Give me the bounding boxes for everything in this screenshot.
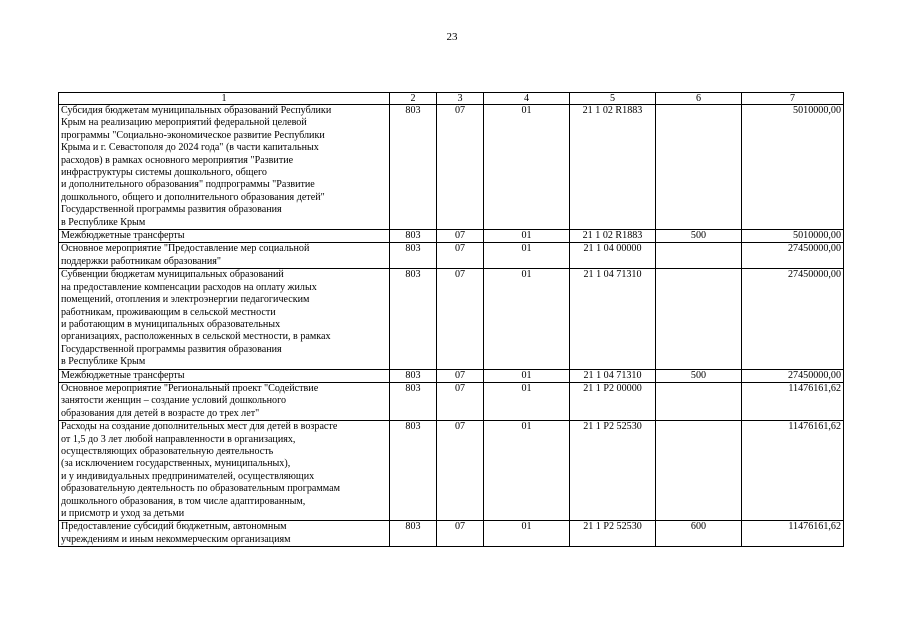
table-row [59, 382, 844, 420]
ministry-code: 803 [390, 230, 437, 243]
section-code: 07 [437, 382, 484, 420]
section-code: 07 [437, 105, 484, 230]
amount: 5010000,00 [742, 105, 844, 230]
column-header: 4 [484, 93, 570, 105]
target-article-code: 21 1 02 R1883 [570, 105, 656, 230]
amount: 11476161,62 [742, 421, 844, 521]
section-code: 07 [437, 369, 484, 382]
amount: 27450000,00 [742, 269, 844, 369]
subsection-code: 01 [484, 105, 570, 230]
target-article-code: 21 1 04 71310 [570, 269, 656, 369]
subsection-code: 01 [484, 369, 570, 382]
amount: 27450000,00 [742, 243, 844, 269]
subsection-code: 01 [484, 382, 570, 420]
expense-type-code: 500 [656, 369, 742, 382]
table-row [59, 521, 844, 547]
amount: 27450000,00 [742, 369, 844, 382]
column-header: 6 [656, 93, 742, 105]
subsection-code: 01 [484, 521, 570, 547]
row-description: Субвенции бюджетам муниципальных образований на предоставление компенсации расходов на оплату жилых помещений, отопления и электроэнергии педагогическим работникам, проживающим в сельской местности и работающим в муниципальных образовательных организациях, расположенных в сельской местности, в рамках Государственной программы развития образования в Республике Крым [59, 269, 390, 369]
table-row [59, 230, 844, 243]
ministry-code: 803 [390, 369, 437, 382]
expense-type-code [656, 105, 742, 230]
ministry-code: 803 [390, 521, 437, 547]
ministry-code: 803 [390, 243, 437, 269]
section-code: 07 [437, 521, 484, 547]
column-header: 1 [59, 93, 390, 105]
column-header: 7 [742, 93, 844, 105]
amount: 11476161,62 [742, 382, 844, 420]
ministry-code: 803 [390, 105, 437, 230]
amount: 11476161,62 [742, 521, 844, 547]
row-description: Основное мероприятие "Региональный проект "Содействие занятости женщин – создание условий дошкольного образования для детей в возрасте до трех лет" [59, 382, 390, 420]
column-number-row [59, 93, 844, 105]
table-row [59, 243, 844, 269]
page-number: 23 [446, 31, 458, 43]
budget-table [58, 92, 844, 547]
subsection-code: 01 [484, 230, 570, 243]
row-description: Расходы на создание дополнительных мест для детей в возрасте от 1,5 до 3 лет любой направленности в организациях, осуществляющих образовательную деятельность (за исключением государственных, муниципальных), и у индивидуальных предпринимателей, осуществляющих образовательную деятельность по образовательным программам дошкольного образования, в том числе адаптированным, и присмотр и уход за детьми [59, 421, 390, 521]
subsection-code: 01 [484, 421, 570, 521]
section-code: 07 [437, 230, 484, 243]
row-description: Межбюджетные трансферты [59, 369, 390, 382]
target-article-code: 21 1 P2 52530 [570, 421, 656, 521]
ministry-code: 803 [390, 421, 437, 521]
section-code: 07 [437, 243, 484, 269]
expense-type-code: 500 [656, 230, 742, 243]
ministry-code: 803 [390, 382, 437, 420]
table-row [59, 269, 844, 369]
row-description: Межбюджетные трансферты [59, 230, 390, 243]
column-header: 2 [390, 93, 437, 105]
row-description: Предоставление субсидий бюджетным, автономным учреждениям и иным некоммерческим организациям [59, 521, 390, 547]
expense-type-code: 600 [656, 521, 742, 547]
table-row [59, 105, 844, 230]
table-row [59, 421, 844, 521]
expense-type-code [656, 421, 742, 521]
row-description: Субсидия бюджетам муниципальных образований Республики Крым на реализацию мероприятий федеральной целевой программы "Социально-экономическое развитие Республики Крыма и г. Севастополя до 2024 года" (в части капитальных расходов) в рамках основного мероприятия "Развитие инфраструктуры системы дошкольного, общего и дополнительного образования" подпрограммы "Развитие дошкольного, общего и дополнительного образования детей" Государственной программы развития образования в Республике Крым [59, 105, 390, 230]
section-code: 07 [437, 421, 484, 521]
column-header: 5 [570, 93, 656, 105]
expense-type-code [656, 269, 742, 369]
expense-type-code [656, 243, 742, 269]
row-description: Основное мероприятие "Предоставление мер социальной поддержки работникам образования" [59, 243, 390, 269]
column-header: 3 [437, 93, 484, 105]
target-article-code: 21 1 04 71310 [570, 369, 656, 382]
target-article-code: 21 1 02 R1883 [570, 230, 656, 243]
subsection-code: 01 [484, 269, 570, 369]
ministry-code: 803 [390, 269, 437, 369]
section-code: 07 [437, 269, 484, 369]
amount: 5010000,00 [742, 230, 844, 243]
expense-type-code [656, 382, 742, 420]
target-article-code: 21 1 04 00000 [570, 243, 656, 269]
target-article-code: 21 1 P2 00000 [570, 382, 656, 420]
table-row [59, 369, 844, 382]
subsection-code: 01 [484, 243, 570, 269]
target-article-code: 21 1 P2 52530 [570, 521, 656, 547]
